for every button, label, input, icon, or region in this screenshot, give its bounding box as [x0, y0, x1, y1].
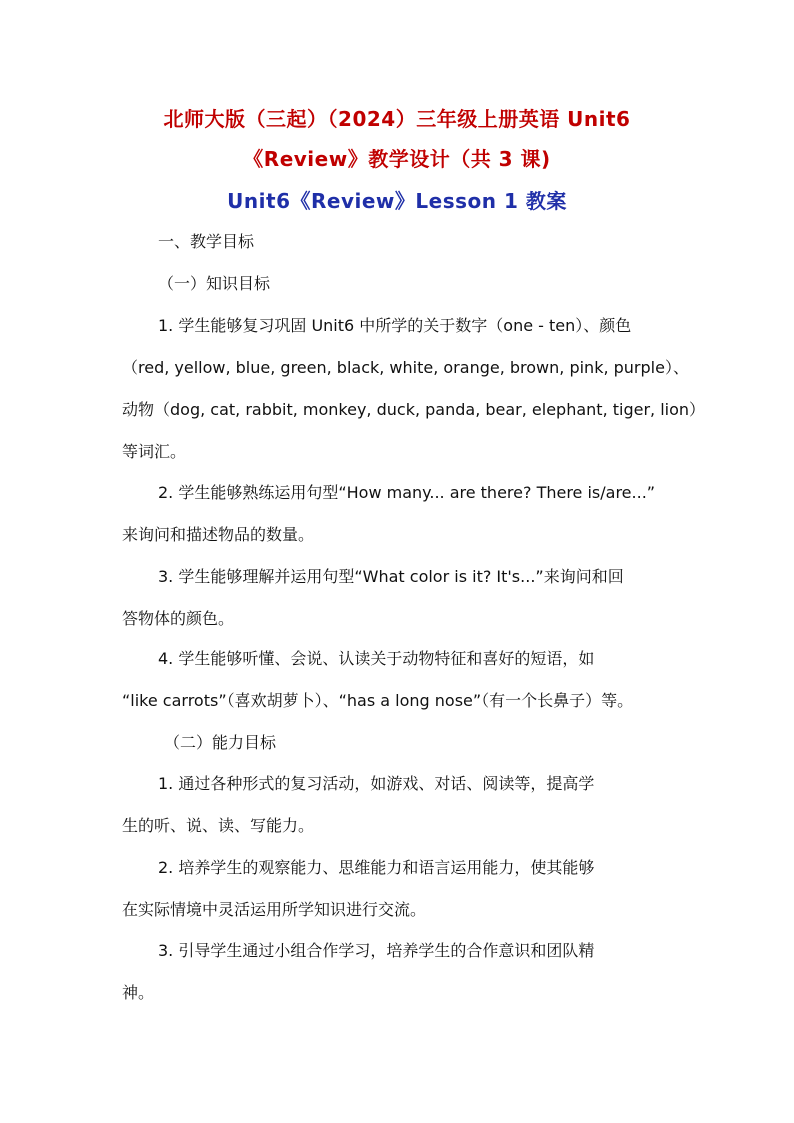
- ability-item-2-line-1: 2. 培养学生的观察能力、思维能力和语言运用能力，使其能够: [158, 858, 595, 877]
- ability-item-2-line-2: 在实际情境中灵活运用所学知识进行交流。: [122, 900, 427, 919]
- section-heading-objectives: 一、教学目标: [158, 232, 255, 251]
- ability-item-3-line-2: 神。: [122, 983, 155, 1002]
- knowledge-item-1-line-1: 1. 学生能够复习巩固 Unit6 中所学的关于数字（one - ten）、颜色: [158, 316, 632, 335]
- document-title-line-2: 《Review》教学设计（共 3 课): [243, 147, 551, 171]
- ability-item-1-line-2: 生的听、说、读、写能力。: [122, 816, 315, 835]
- document-title-line-1: 北师大版（三起）（2024）三年级上册英语 Unit6: [163, 107, 631, 131]
- subsection-ability-objectives: （二）能力目标: [164, 733, 277, 752]
- ability-item-3-line-1: 3. 引导学生通过小组合作学习，培养学生的合作意识和团队精: [158, 941, 595, 960]
- knowledge-item-1-line-3: 动物（dog, cat, rabbit, monkey, duck, panda, bear, elephant, tiger, lion）: [122, 400, 706, 419]
- knowledge-item-4-line-1: 4. 学生能够听懂、会说、认读关于动物特征和喜好的短语，如: [158, 649, 595, 668]
- knowledge-item-2-line-1: 2. 学生能够熟练运用句型“How many... are there? There is/are...”: [158, 483, 656, 502]
- knowledge-item-4-line-2: “like carrots”（喜欢胡萝卜）、“has a long nose”（有一个长鼻子）等。: [122, 691, 634, 710]
- knowledge-item-1-line-4: 等词汇。: [122, 442, 187, 461]
- ability-item-1-line-1: 1. 通过各种形式的复习活动，如游戏、对话、阅读等，提高学: [158, 774, 595, 793]
- knowledge-item-3-line-2: 答物体的颜色。: [122, 609, 235, 628]
- knowledge-item-2-line-2: 来询问和描述物品的数量。: [122, 525, 315, 544]
- knowledge-item-1-line-2: （red, yellow, blue, green, black, white, orange, brown, pink, purple）、: [122, 358, 689, 377]
- subsection-knowledge-objectives: （一）知识目标: [158, 274, 271, 293]
- knowledge-item-3-line-1: 3. 学生能够理解并运用句型“What color is it? It's...”来询问和回: [158, 567, 624, 586]
- lesson-subtitle: Unit6《Review》Lesson 1 教案: [227, 189, 567, 213]
